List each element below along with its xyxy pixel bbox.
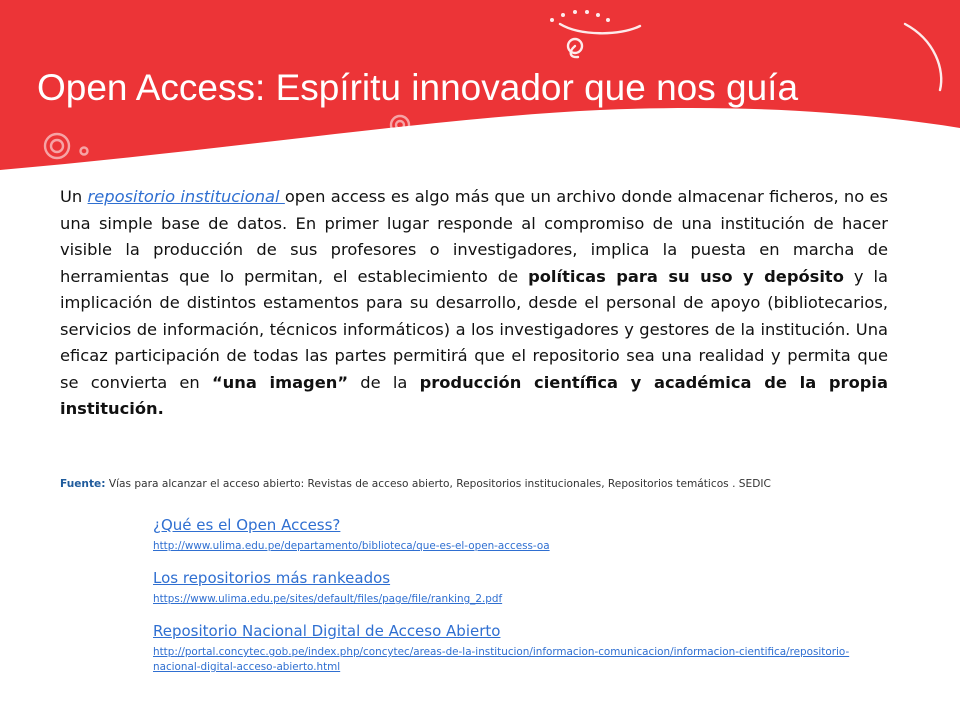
body-part-1: open access es algo más que un archivo donde almacenar ficheros, no es una simple base de datos. En primer lugar responde al compromiso de una institución de hacer visible la producción de sus profesores o investigadores, implica la puesta en marcha de herramientas que lo permitan, el establecimiento de (60, 187, 888, 286)
link-title-open-access[interactable]: ¿Qué es el Open Access? (153, 516, 341, 534)
slide-title: Open Access: Espíritu innovador que nos guía (37, 67, 799, 108)
body-part-3: de la (348, 372, 420, 392)
body-bold-2: “una imagen” (211, 372, 349, 392)
link-title-repositorio-nacional[interactable]: Repositorio Nacional Digital de Acceso Abierto (153, 622, 501, 640)
source-text: Vías para alcanzar el acceso abierto: Revistas de acceso abierto, Repositorios institucionales, Repositorios temáticos . SEDIC (105, 478, 771, 490)
body-part-2: y la implicación de distintos estamentos para su desarrollo, desde el personal de apoyo (bibliotecarios, servicios de información, técnicos informáticos) a los investigadores y gestores de la institución. Una eficaz participación de todas las partes permitirá que el repositorio sea una realidad y permita que se convierta en (60, 266, 888, 392)
body-paragraph (60, 184, 888, 423)
body-bold-3: producción científica y académica de la propia institución. (60, 372, 888, 418)
link-block-repositorio-nacional (153, 620, 873, 675)
links-list (153, 514, 873, 688)
link-title-ranking[interactable]: Los repositorios más rankeados (153, 569, 391, 587)
body-intro: Un (60, 187, 88, 206)
link-url-repositorio-nacional[interactable]: http://portal.concytec.gob.pe/index.php/concytec/areas-de-la-institucion/informacion-comunicacion/informacion-cientifica/repositorio-nacional-digital-acceso-abierto.html (153, 646, 850, 673)
source-label: Fuente: (60, 478, 106, 490)
link-url-open-access[interactable]: http://www.ulima.edu.pe/departamento/biblioteca/que-es-el-open-access-oa (153, 540, 550, 552)
link-block-open-access (153, 514, 873, 554)
link-url-ranking[interactable]: https://www.ulima.edu.pe/sites/default/files/page/file/ranking_2.pdf (153, 593, 503, 605)
repositorio-institucional-link[interactable]: repositorio institucional (87, 187, 285, 206)
source-citation (60, 476, 896, 493)
link-block-ranking (153, 567, 873, 607)
body-bold-1: políticas para su uso y depósito (528, 266, 844, 286)
